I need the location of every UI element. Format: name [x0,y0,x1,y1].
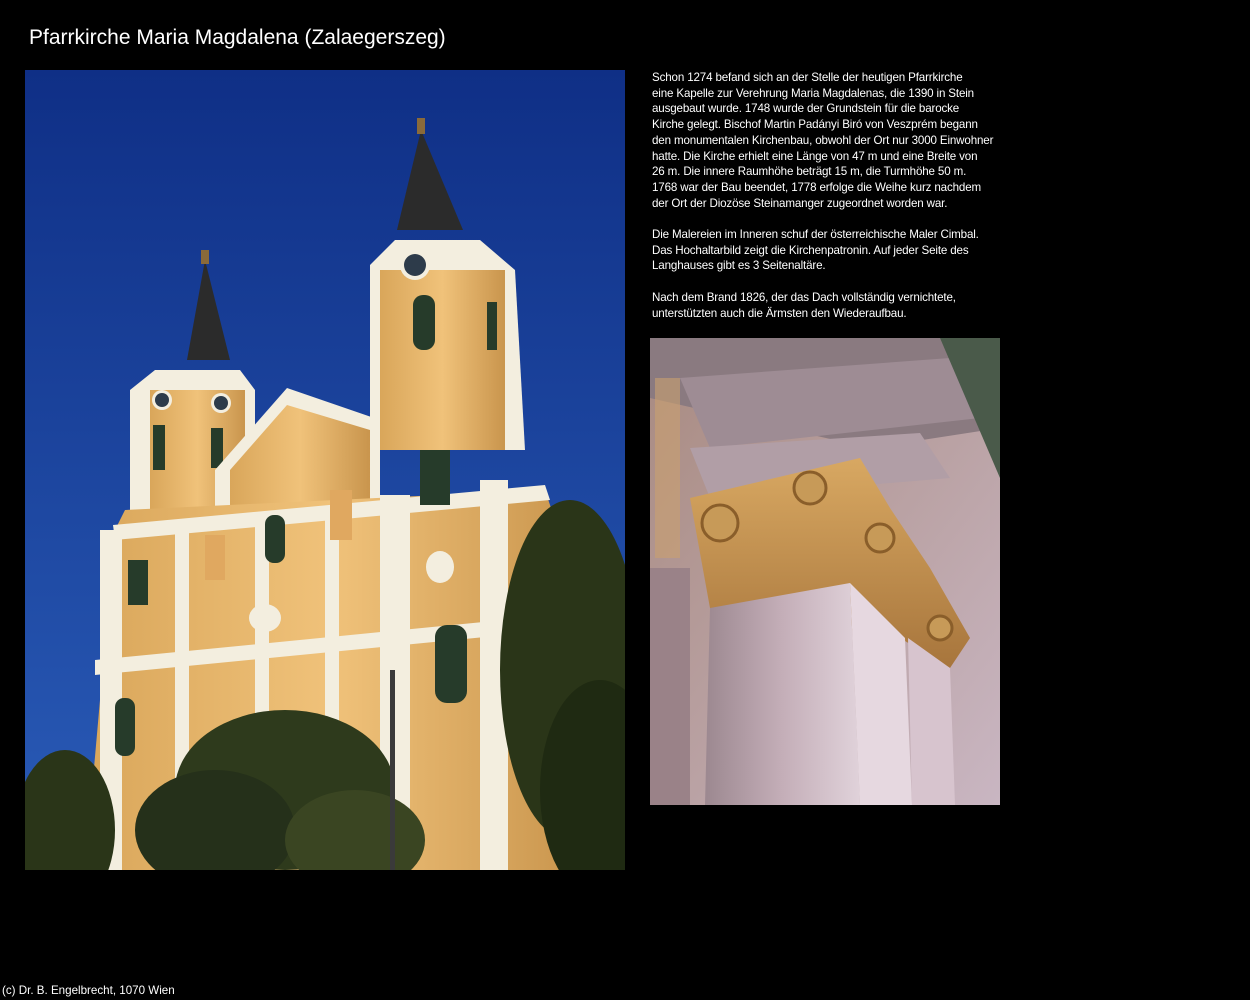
page-title: Pfarrkirche Maria Magdalena (Zalaegerszeg) [29,26,446,49]
column-capital-photo[interactable] [650,338,1000,805]
church-facade-photo[interactable] [25,70,625,870]
description-paragraph-history: Schon 1274 befand sich an der Stelle der heutigen Pfarrkirche eine Kapelle zur Verehrung Maria Magdalenas, die 1390 in Stein ausgebaut wurde. 1748 wurde der Grundstein für die barocke Kirche gelegt. Bischof Martin Padányi Biró von Veszprém begann den monumentalen Kirchenbau, obwohl der Ort nur 3000 Einwohner hatte. Die Kirche erhielt eine Länge von 47 m und eine Breite von 26 m. Die innere Raumhöhe beträgt 15 m, die Turmhöhe 50 m. 1768 war der Bau beendet, 1778 erfolge die Weihe kurz nachdem der Ort der Diozöse Steinamanger zugeordnet worden war. [652,71,994,210]
description-paragraph-paintings: Die Malereien im Inneren schuf der österreichische Maler Cimbal. Das Hochaltarbild zeigt die Kirchenpatronin. Auf jeder Seite des Langhauses gibt es 3 Seitenaltäre. [652,228,979,273]
description-text [652,70,1032,337]
description-paragraph-fire: Nach dem Brand 1826, der das Dach vollständig vernichtete, unterstützten auch die Ärmsten den Wiederaufbau. [652,290,956,320]
column-capital-illustration [650,338,1000,805]
copyright-footer: (c) Dr. B. Engelbrecht, 1070 Wien [2,984,175,997]
church-facade-illustration [25,70,625,870]
